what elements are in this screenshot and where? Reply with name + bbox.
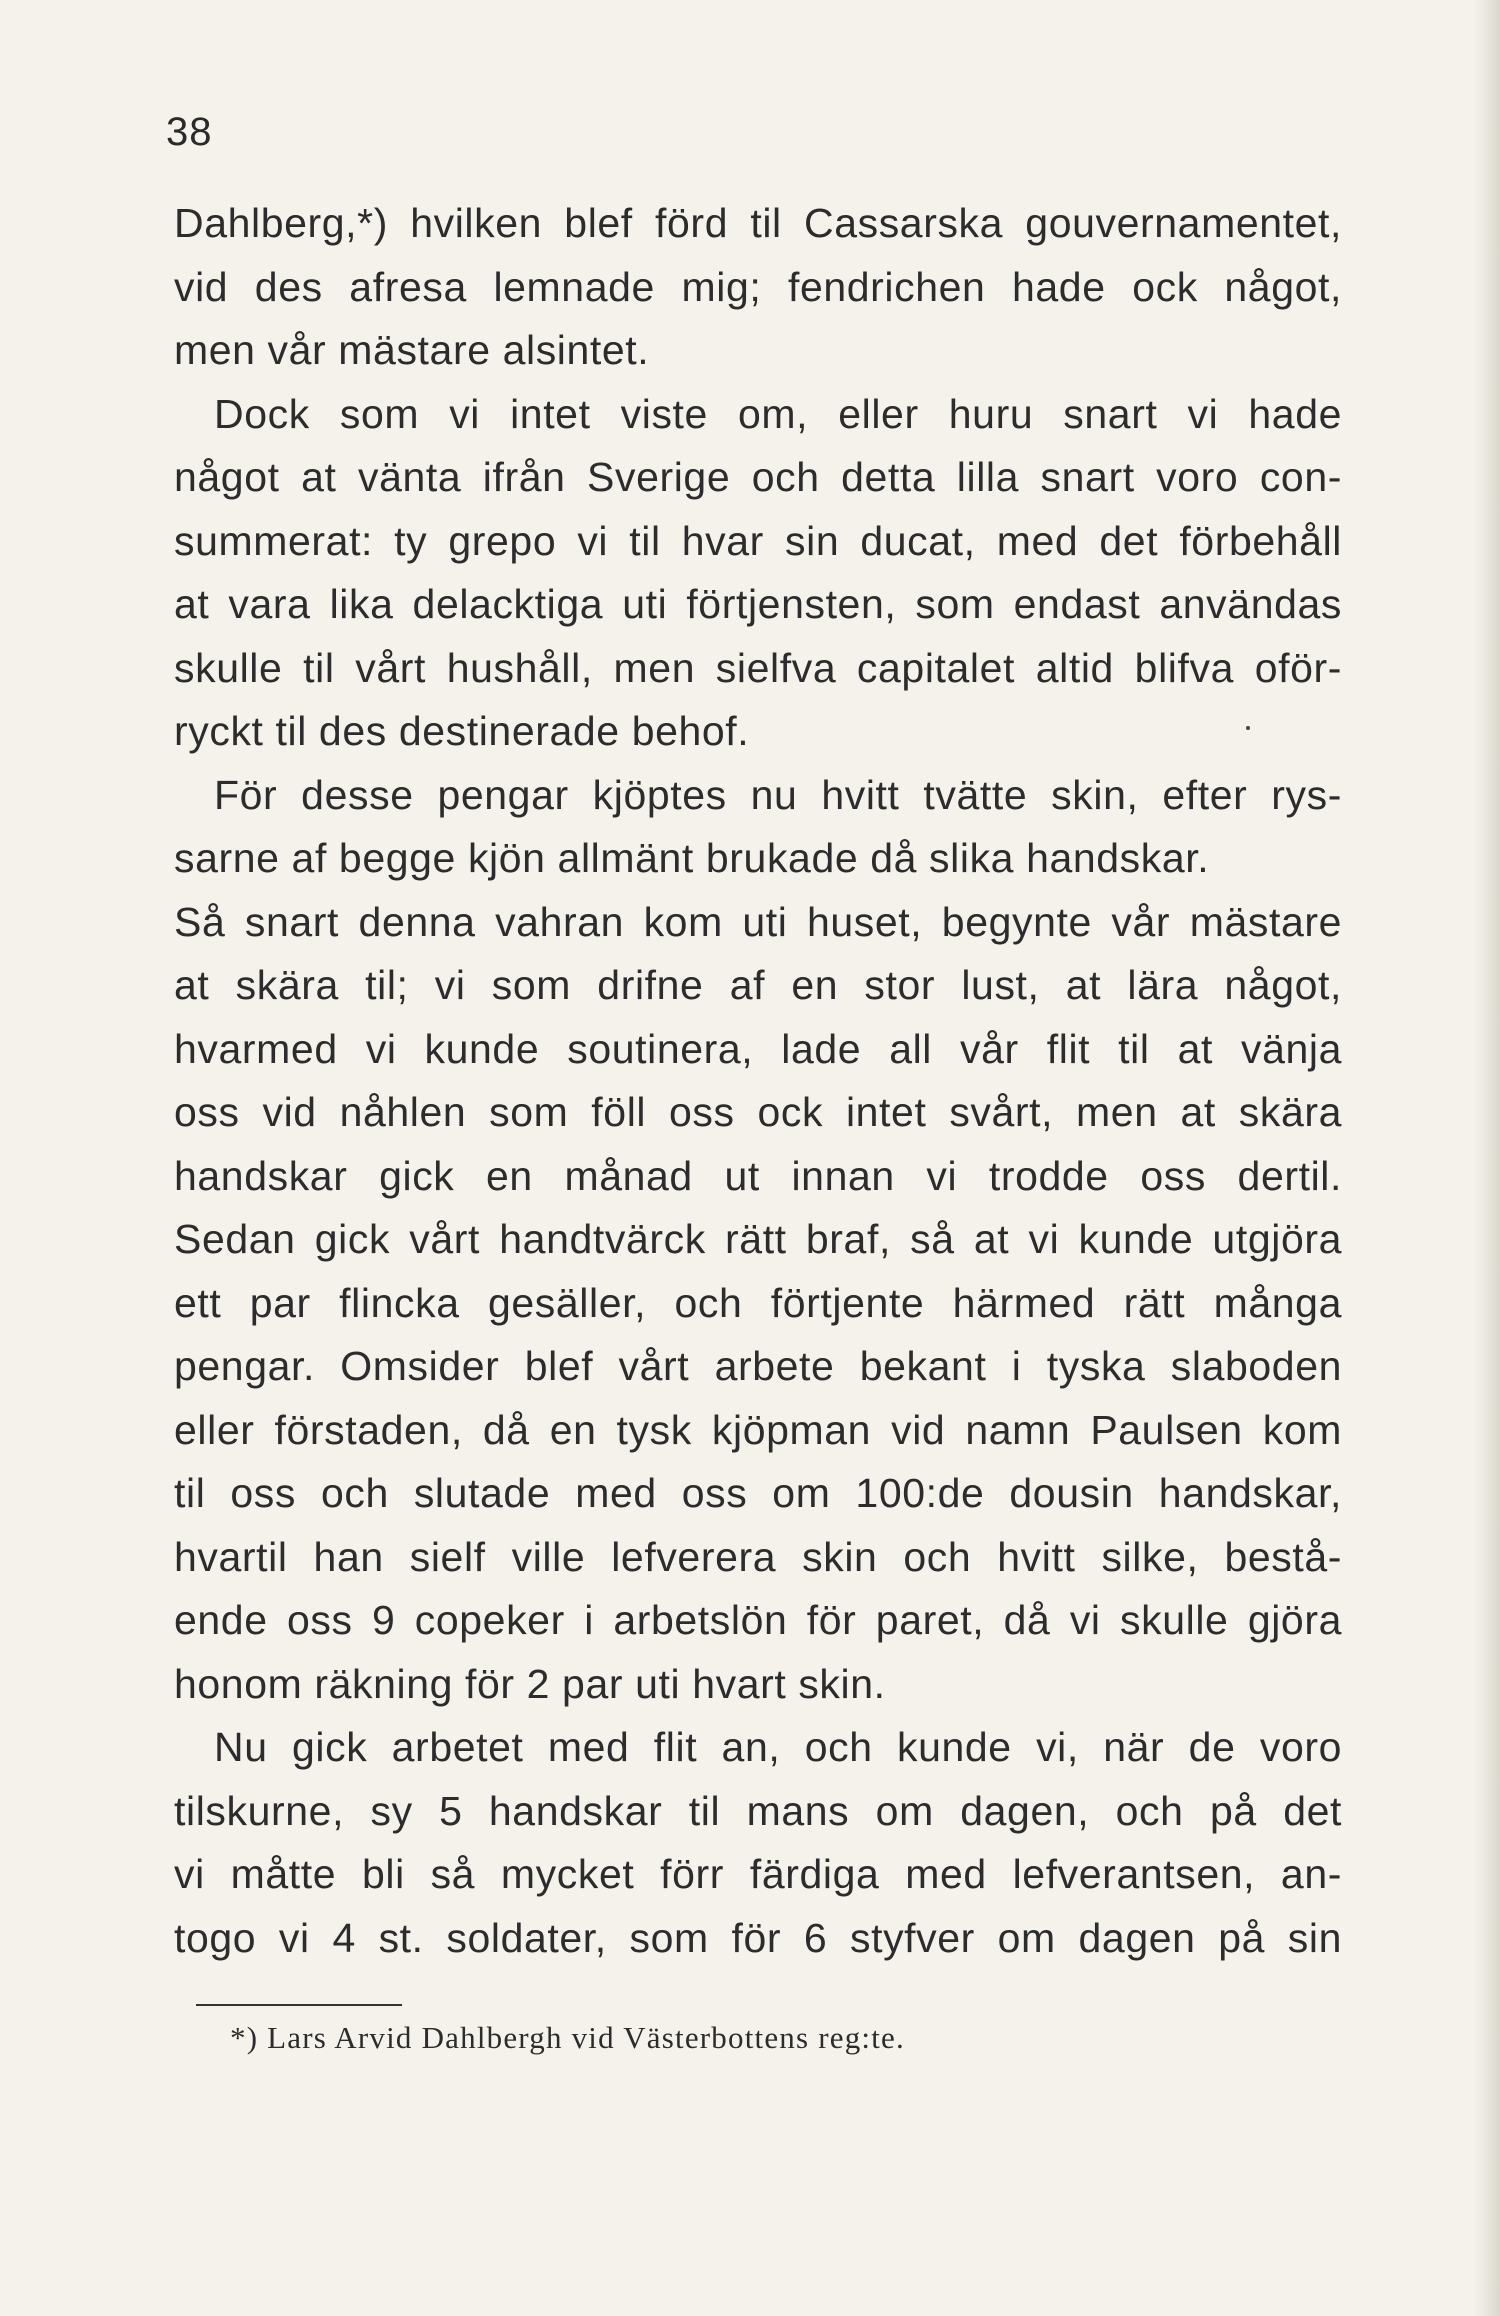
- text-line: handskar gick en månad ut innan vi trodde oss dertil.: [174, 1152, 1342, 1199]
- text-line: togo vi 4 st. soldater, som för 6 styfver om dagen på sin: [174, 1914, 1342, 1961]
- text-line: ryckt til des destinerade behof.: [174, 708, 750, 754]
- text-line: Dock som vi intet viste om, eller huru snart vi hade: [214, 390, 1342, 437]
- text-line: Sedan gick vårt handtvärck rätt braf, så at vi kunde utgjöra: [174, 1216, 1342, 1262]
- text-line: ett par flincka gesäller, och förtjente härmed rätt många: [174, 1279, 1342, 1326]
- text-line: at skära til; vi som drifne af en stor lust, at lära något,: [174, 962, 1342, 1008]
- footnote-rule: [196, 2004, 402, 2006]
- text-line: at vara lika delacktiga uti förtjensten, som endast användas: [174, 581, 1342, 627]
- text-line: vi måtte bli så mycket förr färdiga med lefverantsen, an-: [174, 1851, 1342, 1897]
- text-line: oss vid nåhlen som föll oss ock intet svårt, men at skära: [174, 1089, 1342, 1135]
- body-text: [174, 192, 1342, 1970]
- page-number: 38: [166, 110, 213, 154]
- text-line: men vår mästare alsintet.: [174, 327, 650, 373]
- text-line: summerat: ty grepo vi til hvar sin ducat, med det förbehåll: [174, 517, 1342, 564]
- text-line: sarne af begge kjön allmänt brukade då slika handskar.: [174, 835, 1210, 881]
- text-line: något at vänta ifrån Sverige och detta lilla snart voro con-: [174, 454, 1342, 500]
- text-line: honom räkning för 2 par uti hvart skin.: [174, 1660, 886, 1707]
- print-speck: [1246, 726, 1250, 730]
- text-line: tilskurne, sy 5 handskar til mans om dagen, och på det: [174, 1787, 1342, 1834]
- text-line: ende oss 9 copeker i arbetslön för paret, då vi skulle gjöra: [174, 1597, 1342, 1643]
- text-line: Nu gick arbetet med flit an, och kunde vi, när de voro: [214, 1724, 1342, 1770]
- text-line: til oss och slutade med oss om 100:de dousin handskar,: [174, 1470, 1342, 1516]
- page-edge-shadow: [1474, 0, 1500, 2316]
- footnote: *) Lars Arvid Dahlbergh vid Västerbottens reg:te.: [230, 2020, 905, 2055]
- text-line: Dahlberg,*) hvilken blef förd til Cassarska gouvernamentet,: [174, 200, 1342, 246]
- text-line: För desse pengar kjöptes nu hvitt tvätte skin, efter rys-: [214, 771, 1342, 818]
- text-line: vid des afresa lemnade mig; fendrichen hade ock något,: [174, 263, 1342, 310]
- text-line: skulle til vårt hushåll, men sielfva capitalet altid blifva oför-: [174, 644, 1342, 691]
- text-line: pengar. Omsider blef vårt arbete bekant i tyska slaboden: [174, 1343, 1342, 1389]
- text-line: hvartil han sielf ville lefverera skin och hvitt silke, bestå-: [174, 1533, 1342, 1580]
- text-line: Så snart denna vahran kom uti huset, begynte vår mästare: [174, 898, 1342, 945]
- text-line: eller förstaden, då en tysk kjöpman vid namn Paulsen kom: [174, 1406, 1342, 1453]
- text-line: hvarmed vi kunde soutinera, lade all vår flit til at vänja: [174, 1025, 1342, 1072]
